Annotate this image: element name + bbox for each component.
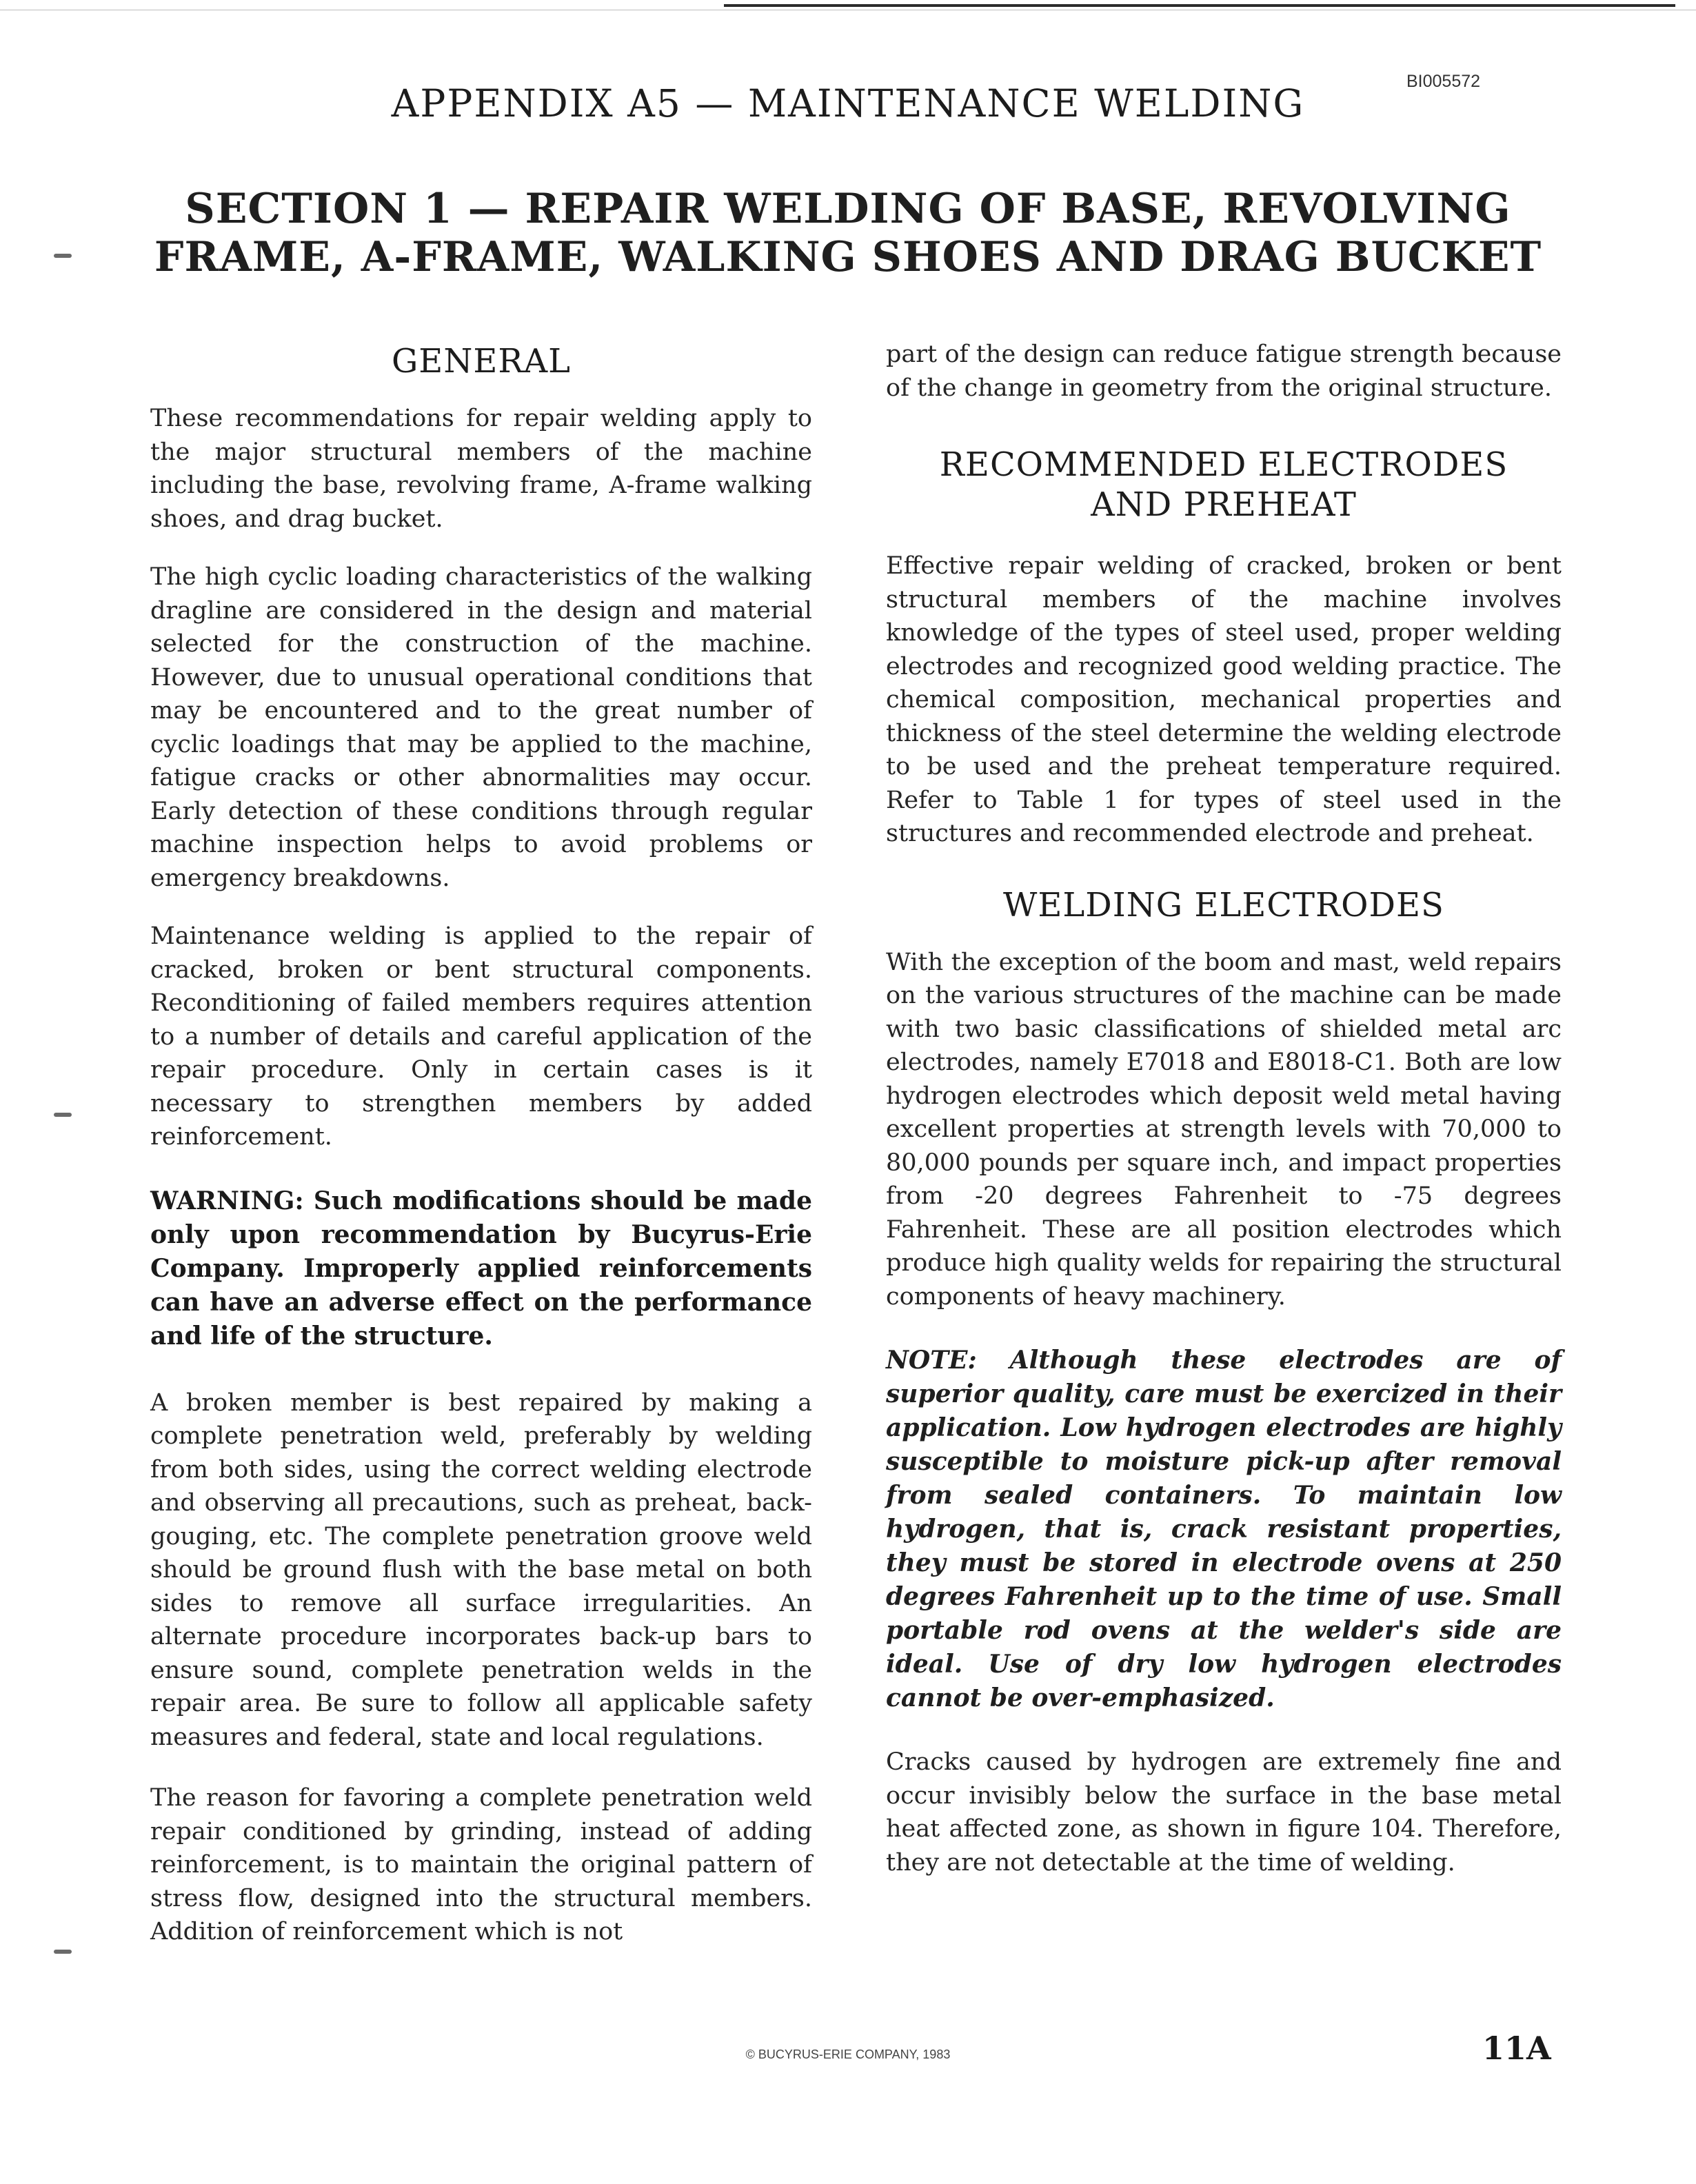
paragraph: With the exception of the boom and mast, weld repairs on the various structures of the machine can be made with two basic classifications of shielded metal arc electrodes, namely E7018 and E8018-C1. Both are low hydrogen electrodes which deposit weld metal having excellent properties at strength levels with 70,000 to 80,000 pounds per square inch, and impact properties from -20 degrees Fahrenheit to -75 degrees Fahrenheit. These are all position electrodes which produce high quality welds for repairing the structural components of heavy machinery. (886, 948, 1562, 1311)
section-title-line: SECTION 1 — REPAIR WELDING OF BASE, REVOLVING (185, 185, 1511, 233)
punch-hole-mark (54, 1113, 72, 1117)
right-column (886, 338, 1562, 1879)
paragraph: The high cyclic loading characteristics of the walking dragline are considered in the design and material selected for the construction of the machine. However, due to unusual operational conditions that may be encountered and to the great number of cyclic loadings that may be applied to the machine, fatigue cracks or other abnormalities may occur. Early detection of these conditions through regular machine inspection helps to avoid problems or emergency breakdowns. (150, 563, 812, 892)
heading-welding-electrodes: WELDING ELECTRODES (1003, 885, 1444, 924)
section-title (97, 185, 1599, 281)
punch-hole-mark (54, 1950, 72, 1954)
heading-line: AND PREHEAT (1091, 485, 1357, 524)
document-id: BI005572 (1406, 72, 1481, 91)
paragraph: Effective repair welding of cracked, broken or bent structural members of the machine involves knowledge of the types of steel used, proper welding electrodes and recognized good welding practice. The chemical composition, mechanical properties and thickness of the steel determine the welding electrode to be used and the preheat temperature required. Refer to Table 1 for types of steel used in the structures and recommended electrode and preheat. (886, 552, 1562, 847)
left-column (150, 341, 812, 1949)
heading-general: GENERAL (391, 342, 572, 381)
warning-paragraph: WARNING: Such modifications should be made only upon recommendation by Bucyrus-Erie Company. Improperly applied reinforcements can have an adverse effect on the performance and life of the structure. (150, 1186, 812, 1351)
paragraph: The reason for favoring a complete penetration weld repair conditioned by grinding, instead of adding reinforcement, is to maintain the original pattern of stress flow, designed into the structural members. Addition of reinforcement which is not (150, 1784, 812, 1945)
paragraph: A broken member is best repaired by making a complete penetration weld, preferably by welding from both sides, using the correct welding electrode and observing all precautions, such as preheat, back-gouging, etc. The complete penetration groove weld should be ground flush with the base metal on both sides to remove all surface irregularities. An alternate procedure incorporates back-up bars to ensure sound, complete penetration welds in the repair area. Be sure to follow all applicable safety measures and federal, state and local regulations. (150, 1388, 812, 1751)
top-rule (724, 4, 1675, 7)
paragraph: Maintenance welding is applied to the repair of cracked, broken or bent structural components. Reconditioning of failed members requires attention to a number of details and careful application of the repair procedure. Only in certain cases is it necessary to strengthen members by added reinforcement. (150, 922, 812, 1151)
paragraph: Cracks caused by hydrogen are extremely fine and occur invisibly below the surface in the base metal heat affected zone, as shown in figure 104. Therefore, they are not detectable at the time of welding. (886, 1748, 1562, 1877)
paragraph-continued: part of the design can reduce fatigue strength because of the change in geometry from the original structure. (886, 341, 1562, 402)
note-paragraph: NOTE: Although these electrodes are of superior quality, care must be exercized in their application. Low hydrogen electrodes are highly susceptible to moisture pick-up after removal from sealed containers. To maintain low hydrogen, that is, crack resistant properties, they must be stored in electrode ovens at 250 degrees Fahrenheit up to the time of use. Small portable rod ovens at the welder's side are ideal. Use of dry low hydrogen electrodes cannot be over-emphasized. (886, 1346, 1562, 1712)
appendix-title: APPENDIX A5 — MAINTENANCE WELDING (391, 81, 1305, 125)
heading-line: RECOMMENDED ELECTRODES (939, 445, 1508, 484)
section-title-line: FRAME, A-FRAME, WALKING SHOES AND DRAG BUCKET (154, 233, 1542, 281)
paragraph: These recommendations for repair welding apply to the major structural members of the machine including the base, revolving frame, A-frame walking shoes, and drag bucket. (150, 405, 812, 533)
copyright-notice: © BUCYRUS-ERIE COMPANY, 1983 (745, 2048, 951, 2061)
punch-hole-mark (54, 254, 72, 258)
heading-recommended-electrodes (886, 445, 1562, 525)
page-number: 11A (1482, 2030, 1551, 2067)
